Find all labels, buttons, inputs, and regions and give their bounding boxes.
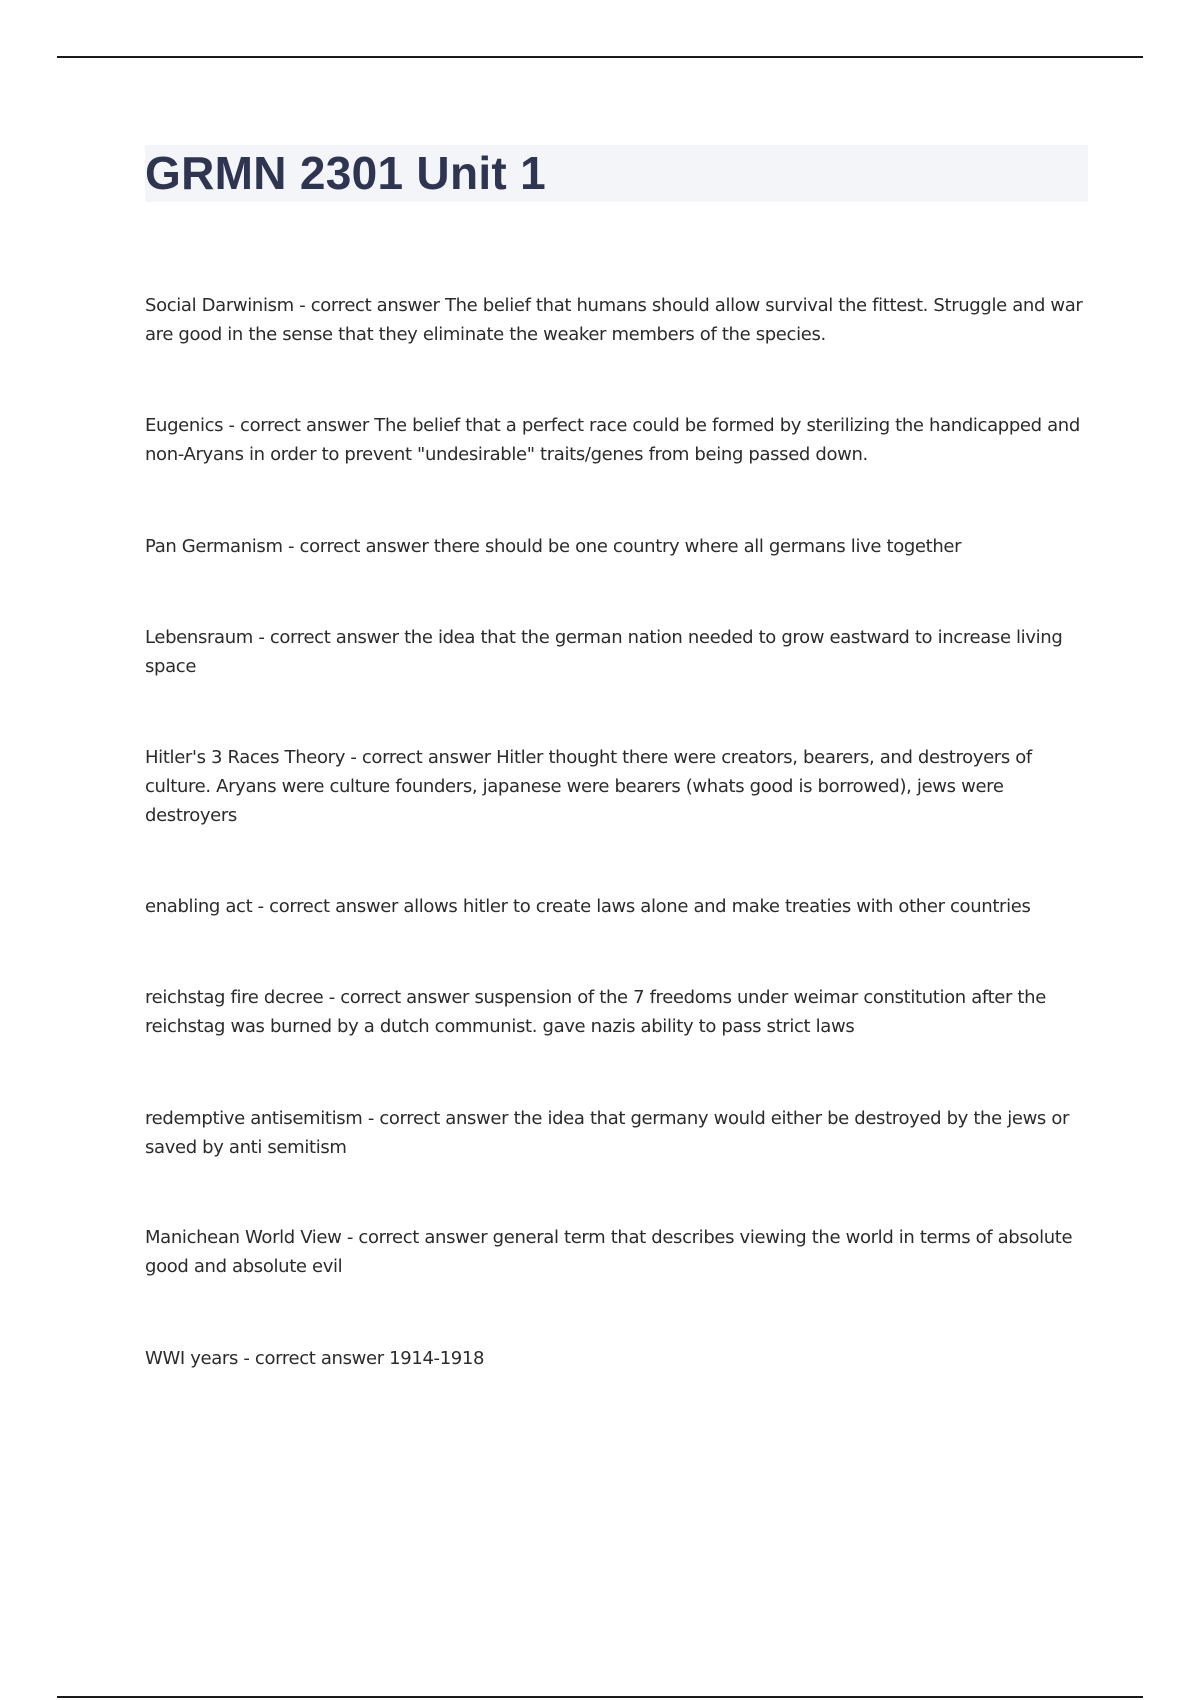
- flashcard-entry: [145, 983, 1085, 1041]
- entry-definition: The belief that humans should allow survival the fittest. Struggle and war are good in the sense that they eliminate the weaker members of the species.: [145, 295, 1083, 345]
- flashcard-entry: [145, 411, 1085, 469]
- flashcard-entry: [145, 291, 1085, 349]
- entry-term: Pan Germanism: [145, 536, 283, 557]
- entry-definition: The belief that a perfect race could be formed by sterilizing the handicapped and non-Aryans in order to prevent "undesirable" traits/genes from being passed down.: [145, 415, 1080, 465]
- flashcard-entry: [145, 1344, 1085, 1373]
- entry-definition: suspension of the 7 freedoms under weimar constitution after the reichstag was burned by a dutch communist. gave nazis ability to pass strict laws: [145, 987, 1046, 1037]
- entry-term: Eugenics: [145, 415, 224, 436]
- entry-term: Hitler's 3 Races Theory: [145, 747, 345, 768]
- entry-separator: - correct answer: [252, 627, 405, 648]
- entry-definition: 1914-1918: [389, 1348, 485, 1369]
- entry-separator: - correct answer: [323, 987, 475, 1008]
- entry-term: WWI years: [145, 1348, 239, 1369]
- bottom-rule: [57, 1696, 1143, 1698]
- flashcard-entry: [145, 892, 1085, 921]
- entry-separator: - correct answer: [362, 1108, 514, 1129]
- flashcard-entry: [145, 1223, 1085, 1281]
- entry-separator: - correct answer: [223, 415, 375, 436]
- entry-definition: there should be one country where all germans live together: [433, 536, 962, 557]
- entry-separator: - correct answer: [345, 747, 497, 768]
- entry-separator: - correct answer: [238, 1348, 390, 1369]
- document-title: GRMN 2301 Unit 1: [145, 147, 547, 199]
- entry-separator: - correct answer: [341, 1227, 493, 1248]
- entry-separator: - correct answer: [282, 536, 434, 557]
- flashcard-entry: [145, 532, 1085, 561]
- entry-definition: allows hitler to create laws alone and make treaties with other countries: [403, 896, 1031, 917]
- flashcard-entry: [145, 743, 1085, 830]
- top-rule: [57, 56, 1143, 58]
- entry-separator: - correct answer: [252, 896, 404, 917]
- entry-definition: general term that describes viewing the world in terms of absolute good and absolute evil: [145, 1227, 1073, 1277]
- entry-definition: the idea that germany would either be destroyed by the jews or saved by anti semitism: [145, 1108, 1070, 1158]
- entry-term: Lebensraum: [145, 627, 253, 648]
- flashcard-entry: [145, 623, 1085, 681]
- entry-definition: Hitler thought there were creators, bearers, and destroyers of culture. Aryans were culture founders, japanese were bearers (whats good is borrowed), jews were destroyers: [145, 747, 1032, 826]
- entry-term: redemptive antisemitism: [145, 1108, 363, 1129]
- entry-term: Social Darwinism: [145, 295, 294, 316]
- entry-term: enabling act: [145, 896, 253, 917]
- entry-term: reichstag fire decree: [145, 987, 324, 1008]
- entry-term: Manichean World View: [145, 1227, 342, 1248]
- entry-definition: the idea that the german nation needed to grow eastward to increase living space: [145, 627, 1063, 677]
- flashcard-entry: [145, 1104, 1085, 1162]
- entry-separator: - correct answer: [293, 295, 445, 316]
